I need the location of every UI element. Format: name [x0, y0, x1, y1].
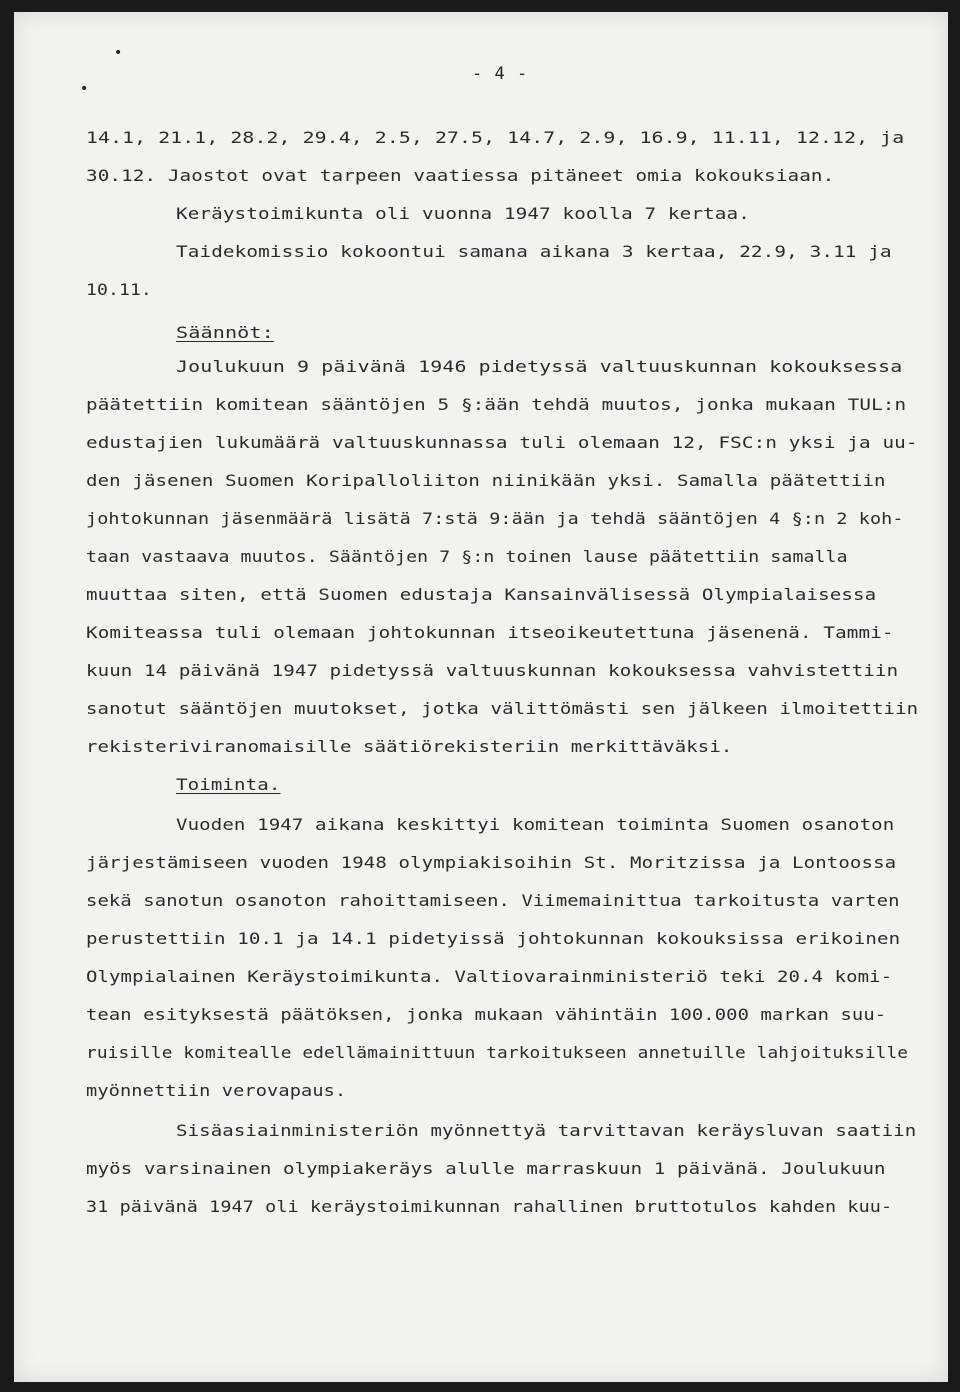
scan-speck: • [114, 45, 123, 61]
text-line: muuttaa siten, että Suomen edustaja Kansainvälisessä Olympialaisessa [86, 586, 877, 604]
section-heading-toiminta: Toiminta. [176, 776, 281, 794]
text-line: päätettiin komitean sääntöjen 5 §:ään tehdä muutos, jonka mukaan TUL:n [86, 396, 907, 414]
text-line: taan vastaava muutos. Sääntöjen 7 §:n toinen lause päätettiin samalla [86, 548, 848, 566]
text-line: Olympialainen Keräystoimikunta. Valtiovarainministeriö teki 20.4 komi- [86, 968, 893, 986]
text-line: Joulukuun 9 päivänä 1946 pidetyssä valtuuskunnan kokouksessa [176, 358, 903, 376]
text-line: perustettiin 10.1 ja 14.1 pidetyissä johtokunnan kokouksissa erikoinen [86, 930, 901, 948]
text-line: tean esityksestä päätöksen, jonka mukaan vähintäin 100.000 markan suu- [86, 1006, 887, 1024]
section-heading-saannot: Säännöt: [176, 324, 274, 342]
text-line: 31 päivänä 1947 oli keräystoimikunnan rahallinen bruttotulos kahden kuu- [86, 1198, 893, 1216]
page-number: - 4 - [472, 64, 529, 84]
text-line: edustajien lukumäärä valtuuskunnassa tuli olemaan 12, FSC:n yksi ja uu- [86, 434, 918, 452]
text-line: rekisteriviranomaisille säätiörekisteriin merkittäväksi. [86, 738, 733, 756]
text-line: johtokunnan jäsenmäärä lisätä 7:stä 9:ään ja tehdä sääntöjen 4 §:n 2 koh- [86, 510, 904, 528]
text-line: Komiteassa tuli olemaan johtokunnan itseoikeutettuna jäsenenä. Tammi- [86, 624, 894, 642]
text-line: den jäsenen Suomen Koripalloliiton niinikään yksi. Samalla päätettiin [86, 472, 886, 490]
text-line: 10.11. [86, 281, 152, 299]
text-line: ruisille komitealle edellämainittuun tarkoitukseen annetuille lahjoituksille [86, 1044, 909, 1062]
text-line: 14.1, 21.1, 28.2, 29.4, 2.5, 27.5, 14.7, 2.9, 16.9, 11.11, 12.12, ja [86, 129, 905, 147]
text-line: Keräystoimikunta oli vuonna 1947 koolla 7 kertaa. [176, 205, 750, 223]
text-line: 30.12. Jaostot ovat tarpeen vaatiessa pitäneet omia kokouksiaan. [86, 167, 835, 185]
text-line: sanotut sääntöjen muutokset, jotka välittömästi sen jälkeen ilmoitettiin [86, 700, 919, 718]
scan-speck: • [80, 81, 89, 97]
text-line: Taidekomissio kokoontui samana aikana 3 kertaa, 22.9, 3.11 ja [176, 243, 892, 261]
text-line: myös varsinainen olympiakeräys alulle marraskuun 1 päivänä. Joulukuun [86, 1160, 886, 1178]
text-line: myönnettiin verovapaus. [86, 1082, 347, 1100]
text-line: järjestämiseen vuoden 1948 olympiakisoihin St. Moritzissa ja Lontoossa [86, 854, 897, 872]
text-line: Sisäasiainministeriön myönnettyä tarvittavan keräysluvan saatiin [176, 1122, 917, 1140]
text-line: Vuoden 1947 aikana keskittyi komitean toiminta Suomen osanoton [176, 816, 895, 834]
text-line: kuun 14 päivänä 1947 pidetyssä valtuuskunnan kokouksessa vahvistettiin [86, 662, 899, 680]
text-line: sekä sanotun osanoton rahoittamiseen. Viimemainittua tarkoitusta varten [86, 892, 900, 910]
